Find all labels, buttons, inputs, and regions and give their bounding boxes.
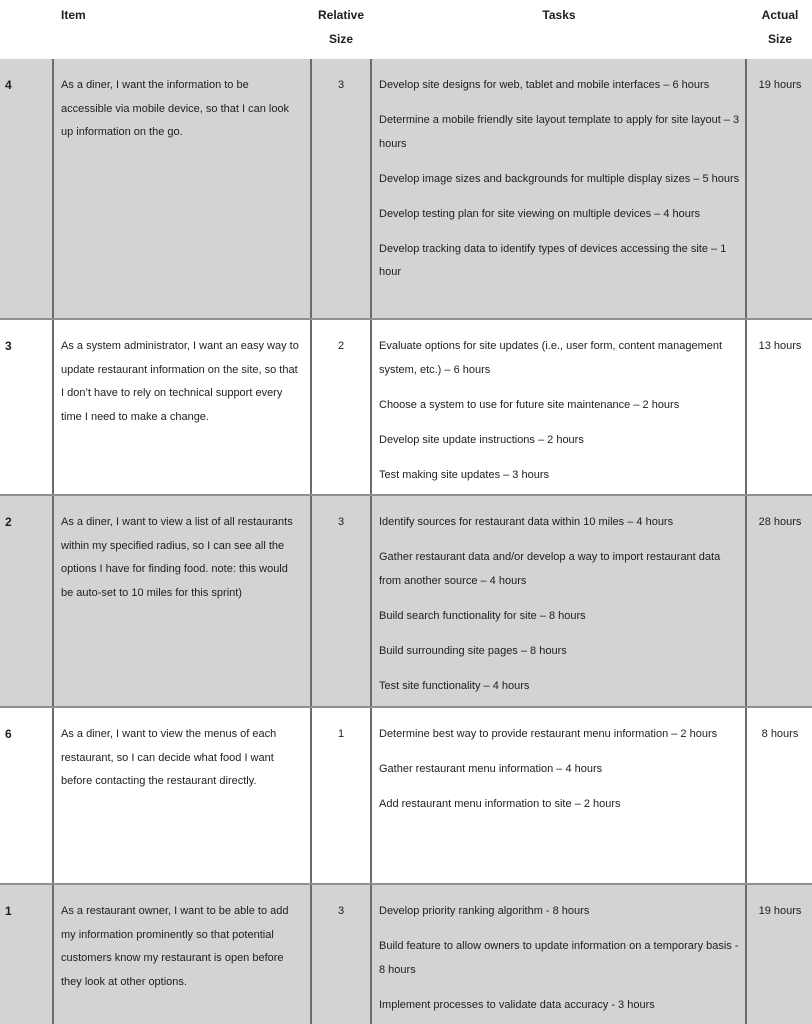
row-relative-size: 2 [337,340,345,352]
row-actual-size: 19 hours [758,905,802,917]
task-item: Implement processes to validate data accuracy - 3 hours [379,998,655,1011]
row-tasks [379,723,741,828]
row-item: As a restaurant owner, I want to be able to add my information prominently so that potential customers know my restaurant is open before they look at other options. [61,905,289,988]
row-actual-size: 28 hours [758,516,802,528]
row-item: As a diner, I want to view the menus of each restaurant, so I can decide what food I want before contacting the restaurant directly. [61,728,277,787]
task-item: Develop site designs for web, tablet and mobile interfaces – 6 hours [379,79,710,91]
task-item: Build search functionality for site – 8 hours [379,609,586,622]
task-item: Identify sources for restaurant data within 10 miles – 4 hours [379,516,674,528]
row-number: 3 [5,339,12,353]
row-actual-size: 19 hours [758,79,802,91]
header-relative-size: Relative Size [317,8,365,46]
row-number: 2 [5,515,12,529]
task-item: Test making site updates – 3 hours [379,468,549,481]
table-row [0,496,812,708]
task-item: Build surrounding site pages – 8 hours [379,644,567,657]
header-actual-size: Actual Size [761,8,799,46]
task-item: Determine a mobile friendly site layout template to apply for site layout – 3 hours [379,114,740,150]
table-row [0,885,812,1024]
task-item: Add restaurant menu information to site – 2 hours [379,798,621,810]
task-item: Develop site update instructions – 2 hours [379,433,584,446]
task-item: Develop tracking data to identify types of devices accessing the site – 1 hour [379,242,727,278]
task-item: Develop image sizes and backgrounds for multiple display sizes – 5 hours [379,172,740,185]
row-relative-size: 3 [337,79,345,91]
task-item: Evaluate options for site updates (i.e., user form, content management system, etc.) – 6 hours [379,340,723,376]
row-item: As a diner, I want the information to be accessible via mobile device, so that I can look up information on the go. [61,79,290,138]
row-tasks [379,511,741,710]
table-row [0,708,812,885]
row-item: As a diner, I want to view a list of all restaurants within my specified radius, so I can see all the options I have for finding food. note: this would be auto-set to 10 miles for this sprint) [61,516,293,599]
row-number: 6 [5,727,12,741]
task-item: Gather restaurant data and/or develop a way to import restaurant data from another source – 4 hours [379,551,721,587]
table-row [0,320,812,496]
header-item: Item [61,8,86,22]
task-item: Develop testing plan for site viewing on multiple devices – 4 hours [379,207,701,220]
task-item: Choose a system to use for future site maintenance – 2 hours [379,398,680,411]
row-actual-size: 13 hours [758,340,802,352]
row-tasks [379,335,741,499]
row-tasks [379,900,741,1024]
row-relative-size: 3 [337,516,345,528]
table-header [0,0,812,60]
task-item: Determine best way to provide restaurant menu information – 2 hours [379,728,718,740]
task-item: Gather restaurant menu information – 4 hours [379,763,603,775]
header-tasks: Tasks [542,8,576,22]
row-relative-size: 3 [337,905,345,917]
task-item: Test site functionality – 4 hours [379,679,530,692]
task-item: Build feature to allow owners to update information on a temporary basis - 8 hours [379,940,739,976]
row-number: 4 [5,78,12,92]
row-relative-size: 1 [337,728,345,740]
task-item: Develop priority ranking algorithm - 8 hours [379,905,590,917]
table-row [0,59,812,320]
row-actual-size: 8 hours [761,728,799,740]
row-tasks [379,74,741,296]
row-item: As a system administrator, I want an easy way to update restaurant information on the site, so that I don’t have to rely on technical support every time I need to make a change. [61,340,299,423]
row-number: 1 [5,904,12,918]
